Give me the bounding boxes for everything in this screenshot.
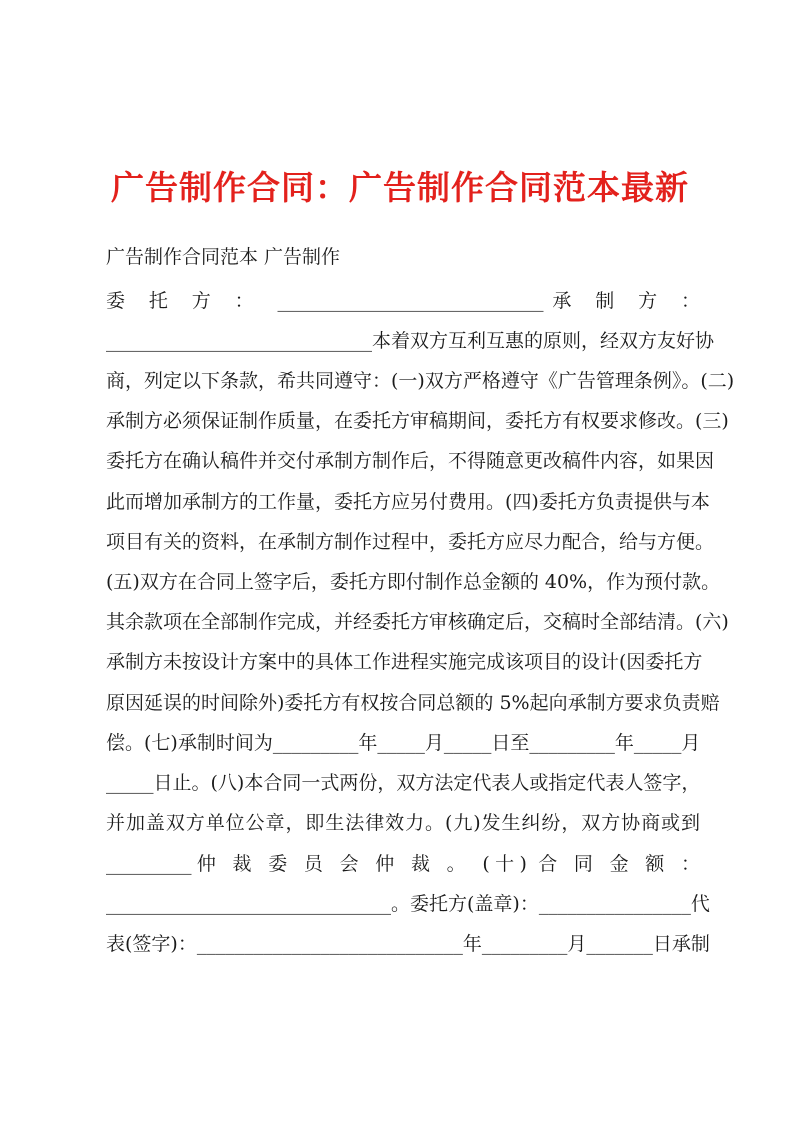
body-line-7: 项目有关的资料，在承制方制作过程中，委托方应尽力配合，给与方便。 — [106, 531, 715, 553]
body-line-3: 商，列定以下条款，希共同遵守：(一)双方严格遵守《广告管理条例》。(二) — [106, 370, 735, 392]
body-line-1: 委 托 方 ： ____________________________承 制 方 ： — [106, 290, 700, 312]
body-line-9: 其余款项在全部制作完成，并经委托方审核确定后，交稿时全部结清。(六) — [106, 611, 729, 633]
document-subtitle: 广告制作合同范本 广告制作 — [106, 246, 341, 268]
body-line-12: 偿。(七)承制时间为_________年_____月_____日至_________年_____月 — [106, 732, 701, 754]
body-line-15: _________仲 裁 委 员 会 仲 裁 。 (十) 合 同 金 额 ： — [106, 853, 700, 875]
body-line-16: ______________________________。委托方(盖章)：________________代 — [106, 893, 710, 915]
body-line-10: 承制方未按设计方案中的具体工作进程实施完成该项目的设计(因委托方 — [106, 651, 703, 673]
body-line-17: 表(签字)：____________________________年_________月_______日承制 — [106, 933, 710, 955]
body-line-13: _____日止。(八)本合同一式两份，双方法定代表人或指定代表人签字， — [106, 772, 701, 794]
document-title: 广告制作合同：广告制作合同范本最新 — [111, 168, 689, 207]
body-line-11: 原因延误的时间除外)委托方有权按合同总额的 5%起向承制方要求负责赔 — [106, 692, 720, 714]
body-line-14: 并加盖双方单位公章，即生法律效力。(九)发生纠纷，双方协商或到 — [106, 812, 700, 834]
body-line-2: ____________________________本着双方互利互惠的原则，经双方友好协 — [106, 330, 715, 352]
body-line-8: (五)双方在合同上签字后，委托方即付制作总金额的 40%，作为预付款。 — [106, 571, 721, 593]
body-line-5: 委托方在确认稿件并交付承制方制作后，不得随意更改稿件内容，如果因 — [106, 450, 715, 472]
body-line-6: 此而增加承制方的工作量，委托方应另付费用。(四)委托方负责提供与本 — [106, 491, 710, 513]
body-line-4: 承制方必须保证制作质量，在委托方审稿期间，委托方有权要求修改。(三) — [106, 410, 729, 432]
